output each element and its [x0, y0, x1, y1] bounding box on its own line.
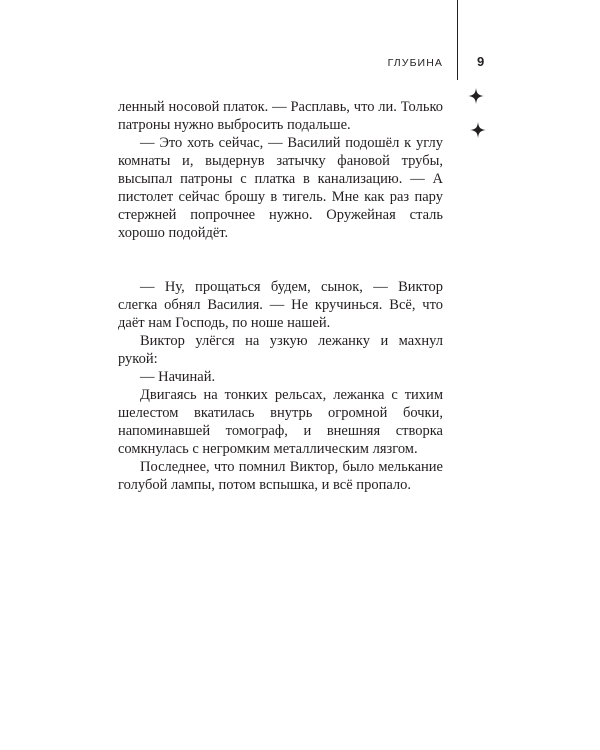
sparkle-icon: [468, 88, 484, 104]
paragraph: Виктор улёгся на узкую лежанку и махнул рукой:: [118, 333, 443, 367]
page-number: 9: [477, 54, 485, 69]
margin-rule: [457, 0, 458, 80]
body-text: [118, 98, 443, 494]
paragraph: — Это хоть сейчас, — Василий подошёл к углу комнаты и, выдернув затычку фановой трубы, высыпал патроны с платка в канализацию. — А пистолет сейчас брошу в тигель. Мне как раз пару стержней попрочнее нужно. Оружейная сталь хорошо подойдёт.: [118, 135, 443, 241]
paragraph: Последнее, что помнил Виктор, было мелькание голубой лампы, потом вспышка, и всё пропало.: [118, 459, 443, 493]
paragraph-continued: ленный носовой платок. — Расплавь, что ли. Только патроны нужно выбросить подальше.: [118, 99, 443, 133]
section-break: [118, 242, 443, 278]
running-title: ГЛУБИНА: [387, 57, 443, 69]
paragraph: — Ну, прощаться будем, сынок, — Виктор слегка обнял Василия. — Не кручинься. Всё, что даёт нам Господь, по ноше нашей.: [118, 279, 443, 331]
sparkle-icon: [470, 122, 486, 138]
paragraph: Двигаясь на тонких рельсах, лежанка с тихим шелестом вкатилась внутрь огромной бочки, напоминавшей томограф, и внешняя створка сомкнулась с негромким металлическим лязгом.: [118, 387, 443, 457]
paragraph: — Начинай.: [140, 369, 216, 385]
